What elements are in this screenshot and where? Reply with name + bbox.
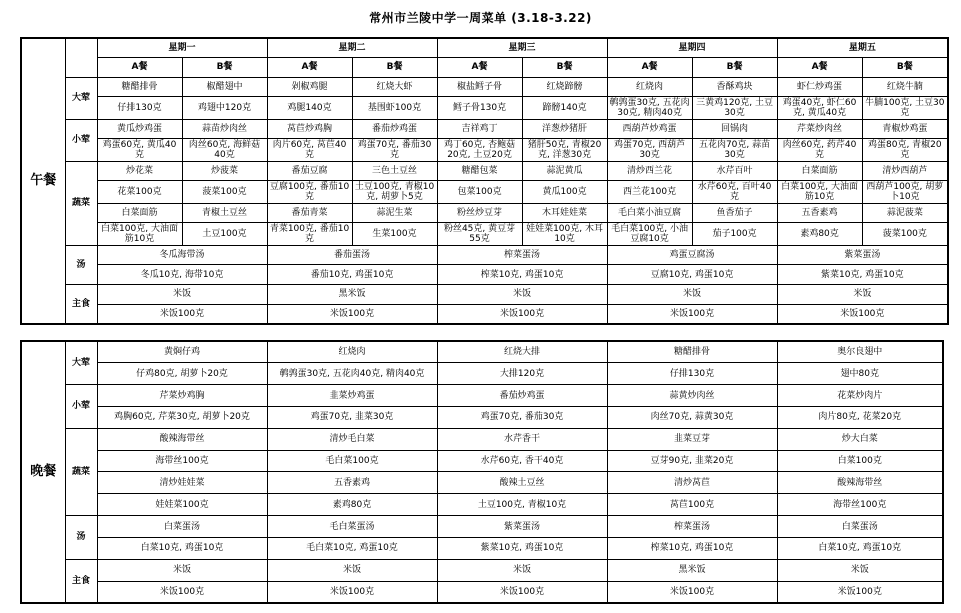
lunch-group-2-b: B餐 [352, 58, 437, 78]
dinner-shucai-dish: 清炒娃娃菜 [97, 472, 267, 494]
dinner-zhushi-dish: 黑米饭 [607, 559, 777, 581]
dinner-cat-xiaohun: 小荤 [65, 385, 97, 429]
dinner-xiaohun-ingredients: 肉片80克, 花菜20克 [777, 406, 943, 428]
lunch-xiaohun-ingredients: 鸡蛋80克, 青椒20克 [862, 139, 948, 161]
lunch-shucai-dish: 番茄豆腐 [267, 161, 352, 181]
lunch-shucai-dish: 三色土豆丝 [352, 161, 437, 181]
dinner-tang-dish: 毛白菜蛋汤 [267, 516, 437, 538]
lunch-xiaohun-ingredients: 鸡蛋60克, 黄瓜40克 [97, 139, 182, 161]
lunch-xiaohun-ingredients: 肉片60克, 莴苣40克 [267, 139, 352, 161]
lunch-xiaohun-dish: 西葫芦炒鸡蛋 [607, 119, 692, 139]
dinner-xiaohun-dish: 蒜黄炒肉丝 [607, 385, 777, 407]
lunch-xiaohun-ingredients: 鸡蛋70克, 西葫芦30克 [607, 139, 692, 161]
dinner-xiaohun-ingredients: 肉丝70克, 蒜黄30克 [607, 406, 777, 428]
dinner-zhushi-dish: 米饭 [267, 559, 437, 581]
lunch-dacai-dish: 虾仁炒鸡蛋 [777, 77, 862, 97]
lunch-shucai-ingredients: 土豆100克, 青椒10克, 胡萝卜5克 [352, 181, 437, 203]
lunch-tang-ingredients: 紫菜10克, 鸡蛋10克 [777, 265, 948, 285]
dinner-zhushi-ingredients: 米饭100克 [97, 581, 267, 603]
dinner-shucai-ingredients: 豆芽90克, 韭菜20克 [607, 450, 777, 472]
lunch-shucai-ingredients: 生菜100克 [352, 223, 437, 245]
lunch-group-2-a: A餐 [267, 58, 352, 78]
lunch-xiaohun-dish: 吉祥鸡丁 [437, 119, 522, 139]
lunch-tang-ingredients: 豆腐10克, 鸡蛋10克 [607, 265, 777, 285]
lunch-shucai-ingredients: 素鸡80克 [777, 223, 862, 245]
lunch-group-1-a: A餐 [97, 58, 182, 78]
dinner-shucai-ingredients: 土豆100克, 青椒10克 [437, 494, 607, 516]
lunch-dacai-dish: 糖醋排骨 [97, 77, 182, 97]
dinner-shucai-ingredients: 娃娃菜100克 [97, 494, 267, 516]
lunch-meal-label: 午餐 [21, 38, 65, 324]
dinner-dacai-ingredients: 仔鸡80克, 胡萝卜20克 [97, 363, 267, 385]
lunch-shucai-dish: 蒜泥菠菜 [862, 203, 948, 223]
dinner-tang-dish: 白菜蛋汤 [777, 516, 943, 538]
lunch-dacai-dish: 红烧大虾 [352, 77, 437, 97]
dinner-xiaohun-ingredients: 鸡胸60克, 芹菜30克, 胡萝卜20克 [97, 406, 267, 428]
lunch-shucai-ingredients: 娃娃菜100克, 木耳10克 [522, 223, 607, 245]
lunch-dacai-ingredients: 牛腩100克, 土豆30克 [862, 97, 948, 119]
lunch-group-4-a: A餐 [607, 58, 692, 78]
lunch-zhushi-ingredients: 米饭100克 [97, 304, 267, 324]
lunch-shucai-dish: 清炒西兰花 [607, 161, 692, 181]
dinner-tang-ingredients: 毛白菜10克, 鸡蛋10克 [267, 537, 437, 559]
dinner-xiaohun-dish: 韭菜炒鸡蛋 [267, 385, 437, 407]
lunch-shucai-ingredients: 包菜100克 [437, 181, 522, 203]
lunch-dacai-dish: 红烧牛腩 [862, 77, 948, 97]
dinner-shucai-dish: 水芹香干 [437, 428, 607, 450]
dinner-shucai-ingredients: 莴苣100克 [607, 494, 777, 516]
lunch-xiaohun-dish: 黄瓜炒鸡蛋 [97, 119, 182, 139]
dinner-zhushi-dish: 米饭 [97, 559, 267, 581]
dinner-dacai-dish: 奥尔良翅中 [777, 341, 943, 363]
lunch-day-4: 星期四 [607, 38, 777, 58]
dinner-shucai-ingredients: 海带丝100克 [97, 450, 267, 472]
lunch-shucai-dish: 青椒土豆丝 [182, 203, 267, 223]
dinner-tang-ingredients: 白菜10克, 鸡蛋10克 [777, 537, 943, 559]
lunch-shucai-ingredients: 西兰花100克 [607, 181, 692, 203]
dinner-menu-table [20, 340, 944, 604]
lunch-shucai-dish: 炒菠菜 [182, 161, 267, 181]
dinner-xiaohun-ingredients: 鸡蛋70克, 韭菜30克 [267, 406, 437, 428]
lunch-dacai-ingredients: 基围虾100克 [352, 97, 437, 119]
lunch-group-1-b: B餐 [182, 58, 267, 78]
dinner-shucai-dish: 清炒莴苣 [607, 472, 777, 494]
lunch-day-2: 星期二 [267, 38, 437, 58]
lunch-xiaohun-ingredients: 鸡丁60克, 杏鲍菇20克, 土豆20克 [437, 139, 522, 161]
dinner-zhushi-ingredients: 米饭100克 [607, 581, 777, 603]
dinner-shucai-dish: 清炒毛白菜 [267, 428, 437, 450]
lunch-shucai-ingredients: 白菜100克, 大油面筋10克 [97, 223, 182, 245]
lunch-cat-xiaohun: 小荤 [65, 119, 97, 161]
dinner-xiaohun-ingredients: 鸡蛋70克, 番茄30克 [437, 406, 607, 428]
dinner-shucai-dish: 炒大白菜 [777, 428, 943, 450]
lunch-tang-dish: 番茄蛋汤 [267, 245, 437, 265]
lunch-shucai-dish: 白菜面筋 [777, 161, 862, 181]
lunch-shucai-ingredients: 茄子100克 [692, 223, 777, 245]
lunch-zhushi-ingredients: 米饭100克 [607, 304, 777, 324]
dinner-meal-label: 晚餐 [21, 341, 65, 603]
lunch-shucai-ingredients: 土豆100克 [182, 223, 267, 245]
dinner-zhushi-ingredients: 米饭100克 [777, 581, 943, 603]
lunch-group-5-b: B餐 [862, 58, 948, 78]
dinner-cat-zhushi: 主食 [65, 559, 97, 603]
lunch-dacai-dish: 红烧肉 [607, 77, 692, 97]
dinner-shucai-ingredients: 毛白菜100克 [267, 450, 437, 472]
lunch-xiaohun-ingredients: 肉丝60克, 药芹40克 [777, 139, 862, 161]
lunch-shucai-dish: 毛白菜小油豆腐 [607, 203, 692, 223]
lunch-xiaohun-dish: 回锅肉 [692, 119, 777, 139]
lunch-xiaohun-ingredients: 鸡蛋70克, 番茄30克 [352, 139, 437, 161]
lunch-zhushi-dish: 米饭 [437, 285, 607, 305]
lunch-shucai-dish: 粉丝炒豆芽 [437, 203, 522, 223]
lunch-shucai-ingredients: 白菜100克, 大油面筋10克 [777, 181, 862, 203]
dinner-zhushi-dish: 米饭 [437, 559, 607, 581]
lunch-zhushi-dish: 黑米饭 [267, 285, 437, 305]
dinner-xiaohun-dish: 芹菜炒鸡胸 [97, 385, 267, 407]
dinner-shucai-dish: 韭菜豆芽 [607, 428, 777, 450]
lunch-dacai-ingredients: 鸡蛋40克, 虾仁60克, 黄瓜40克 [777, 97, 862, 119]
dinner-cat-dacai: 大荤 [65, 341, 97, 385]
lunch-dacai-dish: 椒盐鳕子骨 [437, 77, 522, 97]
lunch-zhushi-ingredients: 米饭100克 [437, 304, 607, 324]
lunch-dacai-ingredients: 鸡腿140克 [267, 97, 352, 119]
lunch-shucai-ingredients: 青菜100克, 番茄10克 [267, 223, 352, 245]
lunch-tang-ingredients: 榨菜10克, 鸡蛋10克 [437, 265, 607, 285]
dinner-tang-dish: 榨菜蛋汤 [607, 516, 777, 538]
lunch-shucai-ingredients: 粉丝45克, 黄豆芽55克 [437, 223, 522, 245]
lunch-tang-ingredients: 番茄10克, 鸡蛋10克 [267, 265, 437, 285]
lunch-shucai-dish: 白菜面筋 [97, 203, 182, 223]
lunch-cat-tang: 汤 [65, 245, 97, 284]
lunch-shucai-dish: 水芹百叶 [692, 161, 777, 181]
dinner-dacai-dish: 黄焖仔鸡 [97, 341, 267, 363]
dinner-cat-shucai: 蔬菜 [65, 428, 97, 515]
lunch-dacai-ingredients: 蹄髈140克 [522, 97, 607, 119]
lunch-shucai-ingredients: 黄瓜100克 [522, 181, 607, 203]
dinner-tang-dish: 白菜蛋汤 [97, 516, 267, 538]
lunch-dacai-dish: 香酥鸡块 [692, 77, 777, 97]
dinner-shucai-ingredients: 素鸡80克 [267, 494, 437, 516]
lunch-shucai-ingredients: 豆腐100克, 番茄10克 [267, 181, 352, 203]
lunch-shucai-dish: 糖醋包菜 [437, 161, 522, 181]
lunch-shucai-ingredients: 西葫芦100克, 胡萝卜10克 [862, 181, 948, 203]
lunch-cat-shucai: 蔬菜 [65, 161, 97, 245]
lunch-shucai-dish: 炒花菜 [97, 161, 182, 181]
lunch-zhushi-dish: 米饭 [777, 285, 948, 305]
lunch-shucai-dish: 五香素鸡 [777, 203, 862, 223]
lunch-xiaohun-dish: 莴苣炒鸡胸 [267, 119, 352, 139]
dinner-dacai-ingredients: 大排120克 [437, 363, 607, 385]
lunch-shucai-ingredients: 毛白菜100克, 小油豆腐10克 [607, 223, 692, 245]
lunch-tang-dish: 榨菜蛋汤 [437, 245, 607, 265]
dinner-dacai-dish: 红烧肉 [267, 341, 437, 363]
lunch-menu-table [20, 37, 949, 325]
dinner-shucai-dish: 五香素鸡 [267, 472, 437, 494]
dinner-shucai-ingredients: 白菜100克 [777, 450, 943, 472]
lunch-day-3: 星期三 [437, 38, 607, 58]
lunch-xiaohun-ingredients: 肉丝60克, 海鲜菇40克 [182, 139, 267, 161]
lunch-xiaohun-dish: 蒜苗炒肉丝 [182, 119, 267, 139]
dinner-tang-ingredients: 榨菜10克, 鸡蛋10克 [607, 537, 777, 559]
dinner-zhushi-dish: 米饭 [777, 559, 943, 581]
lunch-shucai-dish: 鱼香茄子 [692, 203, 777, 223]
lunch-xiaohun-ingredients: 五花肉70克, 蒜苗30克 [692, 139, 777, 161]
dinner-dacai-ingredients: 翅中80克 [777, 363, 943, 385]
dinner-zhushi-ingredients: 米饭100克 [267, 581, 437, 603]
dinner-shucai-dish: 酸辣土豆丝 [437, 472, 607, 494]
dinner-dacai-ingredients: 鹌鹑蛋30克, 五花肉40克, 精肉40克 [267, 363, 437, 385]
lunch-zhushi-dish: 米饭 [97, 285, 267, 305]
lunch-group-3-b: B餐 [522, 58, 607, 78]
lunch-shucai-ingredients: 花菜100克 [97, 181, 182, 203]
dinner-xiaohun-dish: 花菜炒肉片 [777, 385, 943, 407]
lunch-dacai-dish: 红烧蹄髈 [522, 77, 607, 97]
lunch-shucai-ingredients: 菠菜100克 [862, 223, 948, 245]
lunch-shucai-dish: 木耳娃娃菜 [522, 203, 607, 223]
page-title: 常州市兰陵中学一周菜单 (3.18-3.22) [369, 11, 592, 25]
lunch-shucai-dish: 蒜泥生菜 [352, 203, 437, 223]
lunch-dacai-ingredients: 三黄鸡120克, 土豆30克 [692, 97, 777, 119]
lunch-group-3-a: A餐 [437, 58, 522, 78]
lunch-dacai-ingredients: 仔排130克 [97, 97, 182, 119]
lunch-cat-zhushi: 主食 [65, 285, 97, 325]
dinner-dacai-dish: 糖醋排骨 [607, 341, 777, 363]
lunch-zhushi-dish: 米饭 [607, 285, 777, 305]
lunch-tang-dish: 冬瓜海带汤 [97, 245, 267, 265]
dinner-shucai-dish: 酸辣海带丝 [97, 428, 267, 450]
lunch-xiaohun-dish: 芹菜炒肉丝 [777, 119, 862, 139]
lunch-header-corner [65, 38, 97, 77]
lunch-group-4-b: B餐 [692, 58, 777, 78]
lunch-group-5-a: A餐 [777, 58, 862, 78]
dinner-dacai-ingredients: 仔排130克 [607, 363, 777, 385]
lunch-shucai-ingredients: 水芹60克, 百叶40克 [692, 181, 777, 203]
lunch-day-1: 星期一 [97, 38, 267, 58]
lunch-tang-ingredients: 冬瓜10克, 海带10克 [97, 265, 267, 285]
lunch-dacai-ingredients: 鸡翅中120克 [182, 97, 267, 119]
dinner-dacai-dish: 红烧大排 [437, 341, 607, 363]
lunch-tang-dish: 鸡蛋豆腐汤 [607, 245, 777, 265]
lunch-zhushi-ingredients: 米饭100克 [777, 304, 948, 324]
lunch-dacai-dish: 剁椒鸡腿 [267, 77, 352, 97]
dinner-tang-ingredients: 紫菜10克, 鸡蛋10克 [437, 537, 607, 559]
dinner-zhushi-ingredients: 米饭100克 [437, 581, 607, 603]
lunch-dacai-ingredients: 鹌鹑蛋30克, 五花肉30克, 精肉40克 [607, 97, 692, 119]
lunch-xiaohun-ingredients: 猪肝50克, 青椒20克, 洋葱30克 [522, 139, 607, 161]
lunch-cat-dacai: 大荤 [65, 77, 97, 119]
lunch-shucai-dish: 蒜泥黄瓜 [522, 161, 607, 181]
lunch-xiaohun-dish: 青椒炒鸡蛋 [862, 119, 948, 139]
dinner-shucai-ingredients: 海带丝100克 [777, 494, 943, 516]
dinner-xiaohun-dish: 番茄炒鸡蛋 [437, 385, 607, 407]
lunch-zhushi-ingredients: 米饭100克 [267, 304, 437, 324]
dinner-tang-dish: 紫菜蛋汤 [437, 516, 607, 538]
lunch-xiaohun-dish: 番茄炒鸡蛋 [352, 119, 437, 139]
dinner-tang-ingredients: 白菜10克, 鸡蛋10克 [97, 537, 267, 559]
dinner-shucai-ingredients: 水芹60克, 香干40克 [437, 450, 607, 472]
lunch-shucai-dish: 番茄青菜 [267, 203, 352, 223]
lunch-dacai-ingredients: 鳕子骨130克 [437, 97, 522, 119]
lunch-tang-dish: 紫菜蛋汤 [777, 245, 948, 265]
dinner-shucai-dish: 酸辣海带丝 [777, 472, 943, 494]
lunch-xiaohun-dish: 洋葱炒猪肝 [522, 119, 607, 139]
lunch-day-5: 星期五 [777, 38, 948, 58]
dinner-cat-tang: 汤 [65, 516, 97, 560]
lunch-shucai-ingredients: 菠菜100克 [182, 181, 267, 203]
lunch-shucai-dish: 清炒西葫芦 [862, 161, 948, 181]
lunch-dacai-dish: 椒醋翅中 [182, 77, 267, 97]
